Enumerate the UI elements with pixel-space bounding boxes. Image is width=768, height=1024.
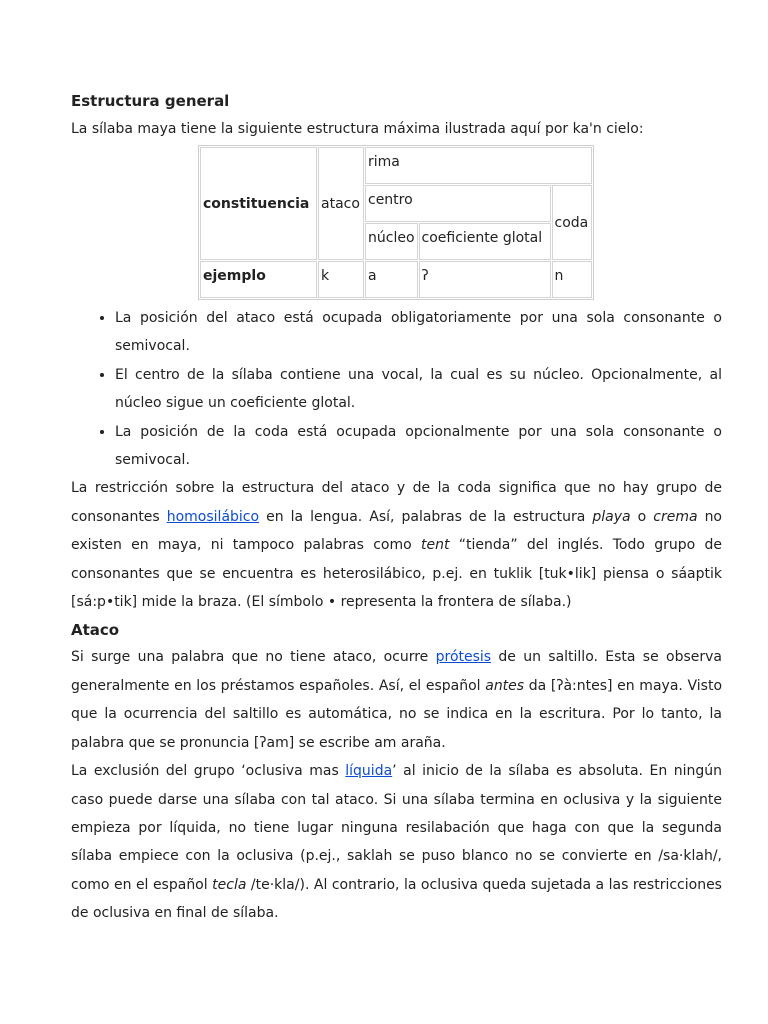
heading-estructura-general: Estructura general [71,92,230,110]
paragraph-exclusion [71,757,722,927]
emphasis-playa: playa [592,508,631,525]
paragraph-protesis [71,643,722,757]
cell-coda-header: coda [552,185,592,260]
cell-coeficiente-glotal: coeficiente glotal [419,223,551,260]
emphasis-tent: tent [420,537,450,554]
heading-ataco: Ataco [71,621,120,640]
text-run: de un saltillo. Esta se observa generalmente en los préstamos españoles. Así, el español [71,649,723,694]
text-run: La exclusión del grupo ‘oclusiva mas [71,763,346,780]
cell-example-glotal: ʔ [419,261,551,298]
cell-example-ataco: k [318,261,364,298]
text-run: /te·kla/). Al contrario, la oclusiva queda sujetada a las restricciones de oclusiva en final de sílaba. [71,876,722,922]
intro-paragraph: La sílaba maya tiene la siguiente estructura máxima ilustrada aquí por ka'n cielo: [71,121,644,137]
text-run: o [630,508,654,525]
list-item: • El centro de la sílaba contiene una vocal, la cual es su núcleo. Opcionalmente, al núcleo sigue un coeficiente glotal. [115,361,722,418]
cell-example-coda: n [552,261,592,298]
emphasis-crema: crema [653,508,698,525]
list-item: • La posición del ataco está ocupada obligatoriamente por una sola consonante o semivocal. [115,304,722,361]
cell-example-nucleo: a [365,261,418,298]
link-homosilabico[interactable]: homosilábico [166,508,260,525]
cell-nucleo: núcleo [365,223,418,260]
text-run: ’ al inicio de la sílaba es absoluta. En ningún caso puede darse una sílaba con tal ataco. Si una sílaba termina en oclusiva y la siguiente empieza por líquida, no tiene lugar ninguna resilabación que haga con que la segunda sílaba empiece con la oclusiva (p.ej., saklah se puso blanco no se convierte en /sa·klah/, como en el español [71,763,722,893]
emphasis-tecla: tecla [212,876,247,893]
syllable-structure-table [198,145,594,300]
text-run: no existen en maya, ni tampoco palabras como [71,508,723,554]
list-item: • La posición de la coda está ocupada opcionalmente por una sola consonante o semivocal. [115,418,722,475]
cell-centro: centro [365,185,551,222]
table-row [200,261,592,298]
text-run: La restricción sobre la estructura del ataco y de la coda significa que no hay grupo de consonantes [71,480,722,525]
bullet-list [71,304,722,474]
cell-rima: rima [365,147,592,184]
text-run: “tienda” del inglés. Todo grupo de consonantes que se encuentra es heterosilábico, p.ej. en tuklik [tuk•lik] piensa o sáaptik [sá:p•tik] mide la braza. (El símbolo • representa la frontera de sílaba.) [71,537,722,611]
text-run: Si surge una palabra que no tiene ataco, ocurre [71,649,436,666]
cell-constituencia: constituencia [200,147,317,260]
link-liquida[interactable]: líquida [345,763,393,780]
text-run: en la lengua. Así, palabras de la estructura [259,508,593,525]
cell-ejemplo: ejemplo [200,261,317,298]
cell-ataco-header: ataco [318,147,364,260]
table-row [200,147,592,184]
text-run: da [ʔà:ntes] en maya. Visto que la ocurrencia del saltillo es automática, no se indica en la escritura. Por lo tanto, la palabra que se pronuncia [ʔam] se escribe am araña. [71,677,723,751]
link-protesis[interactable]: prótesis [435,649,492,666]
emphasis-antes: antes [485,677,525,694]
article-body [71,90,722,928]
paragraph-restriccion [71,474,722,616]
